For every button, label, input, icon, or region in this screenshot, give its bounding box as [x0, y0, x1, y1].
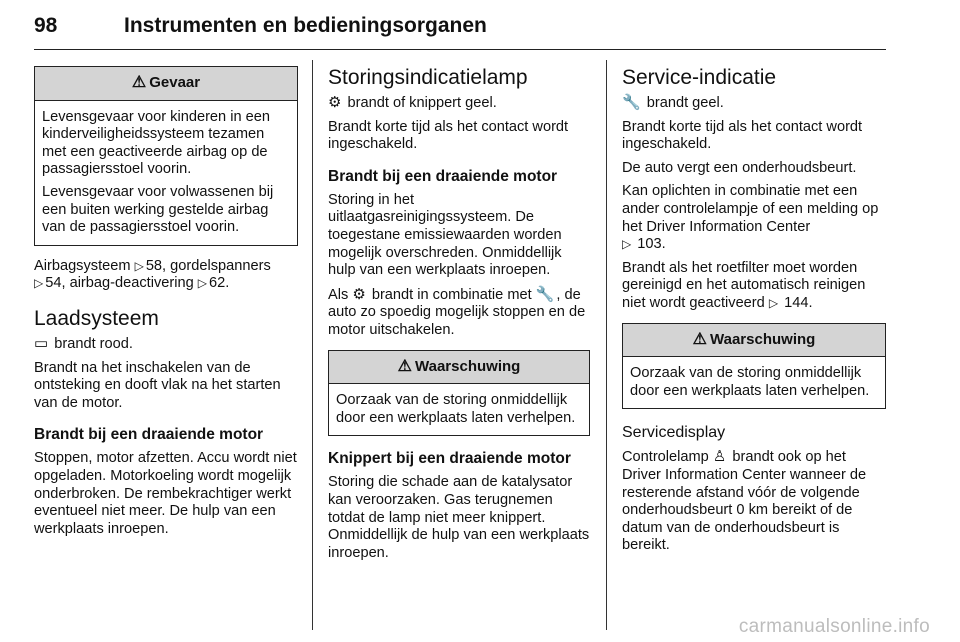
link-roetfilter[interactable]: 144. — [784, 294, 813, 311]
storing-text-3: Als ⚙ brandt in combinatie met 🔧 , de auto zo spoedig mogelijk stoppen en de motor uitschakelen. — [328, 285, 586, 338]
column-divider — [312, 60, 313, 630]
page-number: 98 — [34, 14, 58, 37]
engine-check-icon: ⚙ — [328, 94, 342, 111]
engine-check-icon: ⚙ — [352, 285, 366, 303]
wrench-icon: 🔧 — [535, 285, 555, 303]
column-divider — [606, 60, 607, 630]
page-ref-arrow-icon: ▷ — [34, 276, 44, 291]
page-ref-arrow-icon: ▷ — [622, 237, 632, 252]
danger-text-1: Levensgevaar voor kinderen in een kinderveiligheidssysteem tezamen met een geactiveerde airbag op de passagiersstoel voorin. — [42, 108, 270, 178]
warning-box-title: Waarschuwing — [415, 357, 521, 375]
laad-text: Brandt na het inschakelen van de ontsteking en dooft vlak na het starten van de motor. — [34, 359, 281, 411]
service-text-2: De auto vergt een onderhoudsbeurt. — [622, 159, 857, 176]
warning-text: Oorzaak van de storing onmiddellijk door een werkplaats laten verhelpen. — [336, 392, 576, 426]
subheading-motor: Brandt bij een draaiende motor — [34, 426, 264, 444]
subheading-brandt: Brandt bij een draaiende motor — [328, 167, 558, 185]
page-ref-arrow-icon: ▷ — [197, 276, 207, 291]
wrench-icon: 🔧 — [622, 94, 641, 111]
warning-box-header — [623, 324, 885, 358]
danger-text-2: Levensgevaar voor volwassenen bij een buiten werking gestelde airbag van de passagiersstoel voorin. — [42, 183, 274, 236]
section-heading-laadsysteem: Laadsysteem — [34, 306, 159, 330]
service-hand-icon: ♙ — [712, 448, 727, 466]
page-header — [34, 8, 886, 48]
service-text-3: Kan oplichten in combinatie met een ander controlelampje of een melding op het Driver Information Center ▷ 103. — [622, 183, 879, 253]
knippert-text: Storing die schade aan de katalysator kan veroorzaken. Gas terugnemen totdat de lamp niet meer knippert. Onmiddellijk de hulp van een werkplaats inroepen. — [328, 474, 590, 561]
link-airbag-deactivering[interactable]: 62. — [208, 275, 230, 292]
airbag-references: Airbagsysteem ▷ 58, gordelspanners ▷ 54, airbag-deactivering ▷ 62. — [34, 257, 271, 292]
link-dic[interactable]: 103. — [637, 236, 666, 253]
page-ref-arrow-icon: ▷ — [134, 258, 144, 273]
column-1 — [34, 66, 298, 544]
warning-triangle-icon: ⚠ — [131, 74, 147, 91]
subheading-knippert: Knippert bij een draaiende motor — [328, 450, 571, 468]
battery-icon: ▭ — [34, 334, 49, 352]
subheading-servicedisplay: Servicedisplay — [622, 424, 726, 442]
warning-box-header — [329, 351, 589, 385]
service-status: 🔧 brandt geel. — [622, 94, 724, 111]
motor-text: Stoppen, motor afzetten. Accu wordt niet opgeladen. Motorkoeling wordt mogelijk onderbroken. De rembekrachtiger werkt eventueel niet meer. De hulp van een werkplaats inroepen. — [34, 450, 297, 537]
warning-box-title: Waarschuwing — [710, 330, 816, 348]
service-text-4: Brandt als het roetfilter moet worden gereinigd en het automatisch reinigen niet wordt geactiveerd ▷ 144. — [622, 259, 866, 311]
warning-box-body — [623, 357, 885, 408]
storing-status: ⚙ brandt of knippert geel. — [328, 94, 497, 111]
warning-box — [622, 323, 886, 410]
warning-triangle-icon: ⚠ — [397, 357, 413, 375]
section-heading-service: Service-indicatie — [622, 66, 777, 89]
warning-text: Oorzaak van de storing onmiddellijk door een werkplaats laten verhelpen. — [630, 365, 870, 399]
page-title: Instrumenten en bedieningsorganen — [124, 14, 487, 37]
danger-box-body — [35, 101, 297, 245]
watermark: carmanualsonline.info — [738, 616, 930, 637]
link-airbagsysteem[interactable]: 58, gordelspanners — [145, 257, 271, 274]
warning-box — [328, 350, 590, 437]
column-3 — [622, 66, 886, 561]
storing-text-2: Storing in het uitlaatgasreinigingssysteem. De toegestane emissiewaarden worden mogelijk overschreden. Onmiddellijk hulp van een werkplaats inroepen. — [328, 191, 562, 279]
page-ref-arrow-icon: ▷ — [768, 295, 779, 310]
servicedisplay-text: Controlelamp ♙ brandt ook op het Driver Information Center wanneer de resterende afstand vóór de volgende onderhoudsbeurt 0 km bereikt of de datum van de onderhoudsbeurt is bereikt. — [622, 448, 867, 554]
column-2 — [328, 66, 590, 568]
link-gordelspanners[interactable]: 54, airbag-deactivering — [45, 275, 198, 292]
warning-triangle-icon: ⚠ — [692, 330, 708, 348]
storing-text-1: Brandt korte tijd als het contact wordt ingeschakeld. — [328, 118, 569, 153]
danger-box-header — [35, 67, 297, 101]
section-heading-storing: Storingsindicatielamp — [328, 66, 528, 89]
warning-box-body — [329, 384, 589, 435]
danger-box — [34, 66, 298, 246]
laad-status: ▭ brandt rood. — [34, 334, 133, 352]
service-text-1: Brandt korte tijd als het contact wordt ingeschakeld. — [622, 118, 863, 153]
header-rule — [34, 49, 886, 50]
danger-box-title: Gevaar — [149, 74, 201, 91]
